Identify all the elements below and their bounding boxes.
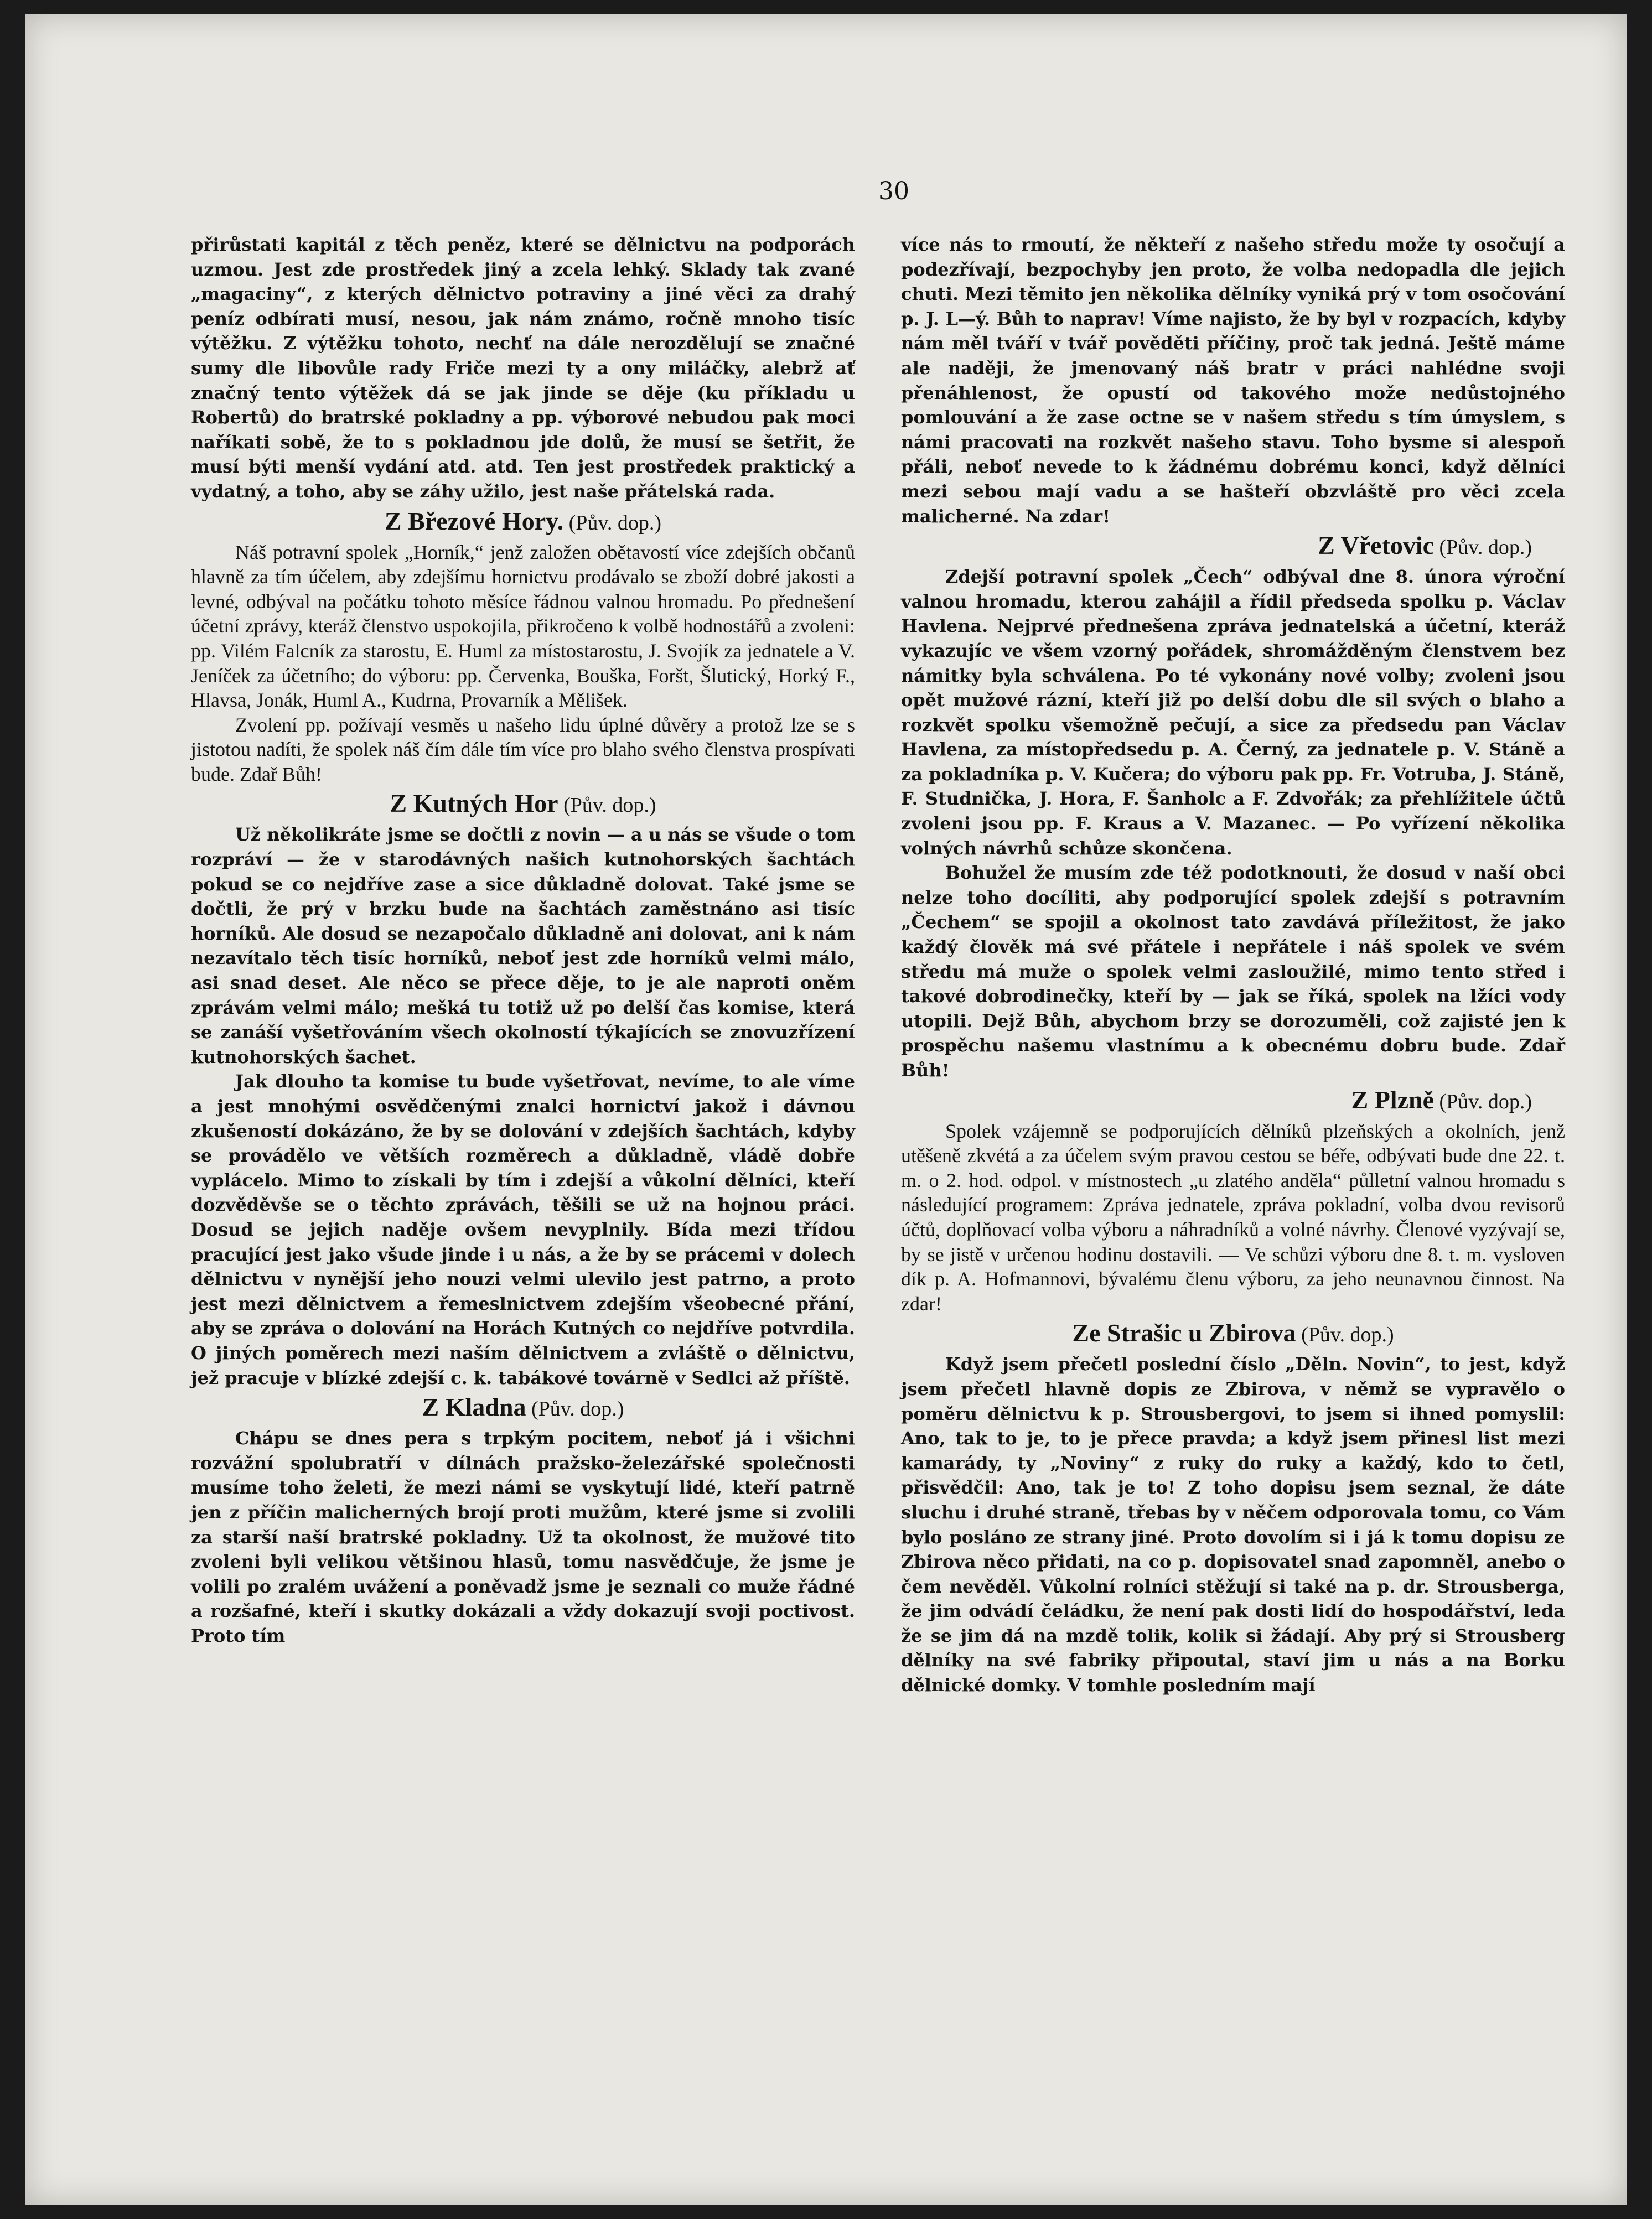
- article-paragraph: Když jsem přečetl poslední číslo „Děln. Novin“, to jest, když jsem přečetl hlavně dopis ze Zbirova, v němž se vypravělo o poměru dělnictvu k p. Strousbergovi, to jsem si ihned pomyslil: Ano, tak to je, to je přece pravda; a když jsem přinesl list mezi kamarády, ty „Noviny“ z ruky do ruky a každý, kdo to četl, přisvědčil: Ano, tak je to! Z toho dopisu jsem seznal, že dáte sluchu i druhé straně, třebas by v něčem odporovala tomu, co Vám bylo posláno ze strany jiné. Proto dovolím si i já k tomu dopisu ze Zbirova něco přidati, na co p. dopisovatel snad zapomněl, anebo o čem nevěděl. Vůkolní rolníci stěžují si také na p. dr. Strousberga, že jim odvádí čeládku, že není pak dosti lidí do hospodářství, leda že se jim dá na mzdě tolik, kolik si žádají. Aby prý si Strousberg dělníky na své fabriky připoutal, staví jim u nás a na Borku dělnické domky. V tomhle posledním mají: [901, 1354, 1565, 1696]
- section-heading: [191, 786, 855, 822]
- left-column: [191, 232, 855, 1648]
- section-title: Z Březové Hory.: [384, 506, 564, 535]
- article-paragraph: Bohužel že musím zde též podotknouti, že dosud v naší obci nelze toho docíliti, aby podporující spolek zdejší s potravním „Čechem“ se spojil a okolnost tato zavdává příležitost, že jako každý člověk má své přátele i nepřátele i náš spolek ve svém středu má muže o spolek velmi zasloužilé, mimo tento střed i takové dobrodinečky, kteří by — jak se říká, spolek na lžíci vody utopili. Dejž Bůh, abychom brzy se dorozuměli, což zajisté jen k prospěchu našemu vlastnímu a k obecnému dobru bude. Zdař Bůh!: [901, 862, 1565, 1081]
- section-title: Ze Strašic u Zbirova: [1072, 1319, 1296, 1347]
- article-paragraph: více nás to rmoutí, že někteří z našeho středu može ty osočují a podezřívají, bezpochyby jen proto, že volba nedopadla dle jejich chuti. Mezi těmito jen několika dělníky vyniká prý v tom osočování p. J. L—ý. Bůh to naprav! Víme najisto, že by byl v rozpacích, kdyby nám měl tváří v tvář pověděti příčiny, proč tak jedná. Ještě máme ale naději, že jmenovaný náš bratr v práci nahlédne svoji přenáhlenost, že opustí od takového može nedůstojného pomlouvání a že zase octne se v našem středu s tím úmyslem, s námi pracovati na rozkvět našeho stavu. Toho bysme si alespoň přáli, neboť nevede to k žádnému dobrému konci, když dělníci mezi sebou mají vadu a se hašteří obzvláště pro věci zcela malicherné. Na zdar!: [901, 234, 1565, 527]
- section-source-note: (Pův. dop.): [563, 511, 662, 535]
- section-heading: [901, 1083, 1565, 1119]
- right-column: [901, 232, 1565, 1698]
- article-paragraph: Náš potravní spolek „Horník,“ jenž založen obětavostí více zdejších občanů hlavně za tím účelem, aby zdejšímu hornictvu prodávalo se zboží dobré jakosti a levné, odbýval na počátku tohoto měsíce řádnou valnou hromadu. Po přednešení účetní zprávy, kteráž členstvo uspokojila, přikročeno k volbě hodnostářů a zvoleni: pp. Vilém Falcník za starostu, E. Huml za místostarostu, J. Svojík za jednatele a V. Jeníček za účetního; do výboru: pp. Červenka, Bouška, Foršt, Šlutický, Horký F., Hlavsa, Jonák, Huml A., Kudrna, Provarník a Mělišek.: [191, 541, 855, 712]
- section-source-note: (Pův. dop.): [1296, 1323, 1394, 1347]
- article-paragraph: Jak dlouho ta komise tu bude vyšetřovat, nevíme, to ale víme a jest mnohými osvědčenými znalci hornictví jakož i dávnou zkušeností dokázáno, že by se dolování v zdejších šachtách, kdyby se provádělo ve větších rozměrech a důkladně, vládě dobře vyplácelo. Mimo to získali by tím i zdejší a vůkolní dělníci, kteří dozvěděvše se o těchto zprávách, těšili se už na hojnou práci. Dosud se jejich naděje ovšem nevyplnily. Bída mezi třídou pracující jest jako všude jinde i u nás, a že by se prácemi v dolech dělnictvu v nynější jeho nouzi velmi ulevilo jest patrno, a proto jest mezi dělnictvem a řemeslnictvem zdejším všeobecné přání, aby se zpráva o dolování na Horách Kutných co nejdříve potvrdila. O jiných poměrech mezi naším dělnictvem a zvláště o dělnictvu, jež pracuje v blízké zdejší c. k. tabákové továrně v Sedlci až příště.: [191, 1071, 855, 1388]
- section-heading: [191, 504, 855, 540]
- section-heading: [901, 1316, 1565, 1352]
- section-source-note: (Pův. dop.): [1434, 1090, 1532, 1113]
- page-number: 30: [878, 177, 909, 205]
- section-source-note: (Pův. dop.): [558, 794, 656, 817]
- section-source-note: (Pův. dop.): [1434, 536, 1532, 559]
- article-paragraph: Už několikráte jsme se dočtli z novin — a u nás se všude o tom rozpráví — že v starodávných našich kutnohorských šachtách pokud se co nejdříve zase a sice důkladně dolovat. Také jsme se dočtli, že prý v brzku bude na šachtách zaměstnáno asi tisíc horníků. Ale dosud se nezapočalo důkladně ani dolovat, ani k nám nezavítalo těch tisíc horníků, neboť jest zde horníků velmi málo, asi snad deset. Ale něco se přece děje, to je ale naproti oněm zprávám velmi málo; mešká tu totiž už po delší čas komise, která se zanáší vyšetřováním všech okolností týkajících se znovuzřízení kutnohorských šachet.: [191, 824, 856, 1067]
- article-paragraph: Chápu se dnes pera s trpkým pocitem, neboť já i všichni rozvážní spolubratří v dílnách pražsko-železářské společnosti musíme toho želeti, že mezi námi se vyskytují lidé, kteří patrně jen z příčin malicherných brojí proti mužům, které jsme si zvolili za starší naší bratrské pokladny. Už ta okolnost, že mužové tito zvoleni byli velikou většinou hlasů, tomu nasvědčuje, že jsme je volili po zralém uvážení a poněvadž jsme je seznali co muže řádné a rozšafné, kteří i skutky dokázali a vždy dokazují svoji poctivost. Proto tím: [191, 1428, 855, 1646]
- section-title: Z Plzně: [1351, 1085, 1435, 1114]
- article-paragraph: Spolek vzájemně se podporujících dělníků plzeňských a okolních, jenž utěšeně zkvétá a za účelem svým pravou cestou se béře, odbývati bude dne 22. t. m. o 2. hod. odpol. v místnostech „u zlatého anděla“ půlletní valnou hromadu s následující programem: Zpráva jednatele, zpráva pokladní, volba dvou revisorů účtů, doplňovací volba výboru a náhradníků a volné návrhy. Členové vyzývají se, by se jistě v určenou hodinu dostavili. — Ve schůzi výboru dne 8. t. m. vysloven dík p. A. Hofmannovi, bývalému členu výboru, za jeho neunavnou činnost. Na zdar!: [901, 1119, 1565, 1315]
- section-title: Z Vřetovic: [1318, 531, 1435, 560]
- article-paragraph: Zdejší potravní spolek „Čech“ odbýval dne 8. února výroční valnou hromadu, kterou zahájil a řídil předseda spolku p. Václav Havlena. Nejprvé přednešena zpráva jednatelská a účetní, kteráž vykazujíc ve všem vzorný pořádek, shromážděným členstvem bez námitky byla schválena. Po té vykonány nové volby; zvoleni jsou opět mužové rázní, kteří již po delší dobu dle sil svých o blaho a rozkvět spolku všemožně pečují, a sice za předsedu pan Václav Havlena, za místopředsedu p. A. Černý, za jednatele p. V. Stáně a za pokladníka p. V. Kučera; do výboru pak pp. Fr. Votruba, J. Stáně, F. Studnička, J. Hora, F. Šanholc a F. Zdvořák; za přehlížitele účtů zvoleni jsou pp. F. Kraus a V. Mazanec. — Po vyřízení několika volných návrhů schůze skončena.: [901, 566, 1565, 859]
- section-title: Z Kladna: [422, 1393, 526, 1422]
- section-heading: [191, 1390, 855, 1426]
- article-paragraph: přirůstati kapitál z těch peněz, které se dělnictvu na podporách uzmou. Jest zde prostředek jiný a zcela lehký. Sklady tak zvané „magaciny“, z kterých dělnictvo potraviny a jiné věci za drahý peníz odbírati musí, nesou, jak nám známo, ročně mnoho tisíc výtěžku. Z výtěžku tohoto, nechť na dále nerozdělují se značné sumy dle libovůle rady Friče mezi ty a ony miláčky, alebrž ať značný tento výtěžek dá se jak jinde se děje (ku příkladu u Robertů) do bratrské pokladny a pp. výborové nebudou pak moci naříkati sobě, že to s pokladnou jde dolů, že musí se šetřit, že musí býti menší vydání atd. atd. Ten jest prostředek praktický a vydatný, a toho, aby se záhy užilo, jest naše přátelská rada.: [191, 234, 855, 502]
- section-source-note: (Pův. dop.): [526, 1397, 624, 1421]
- article-paragraph: Zvolení pp. požívají vesměs u našeho lidu úplné důvěry a protož lze se s jistotou nadíti, že spolek náš čím dále tím více pro blaho svého členstva prospívati bude. Zdař Bůh!: [191, 713, 855, 785]
- section-heading: [901, 528, 1565, 564]
- newspaper-page: [25, 14, 1627, 2205]
- section-title: Z Kutných Hor: [390, 789, 558, 818]
